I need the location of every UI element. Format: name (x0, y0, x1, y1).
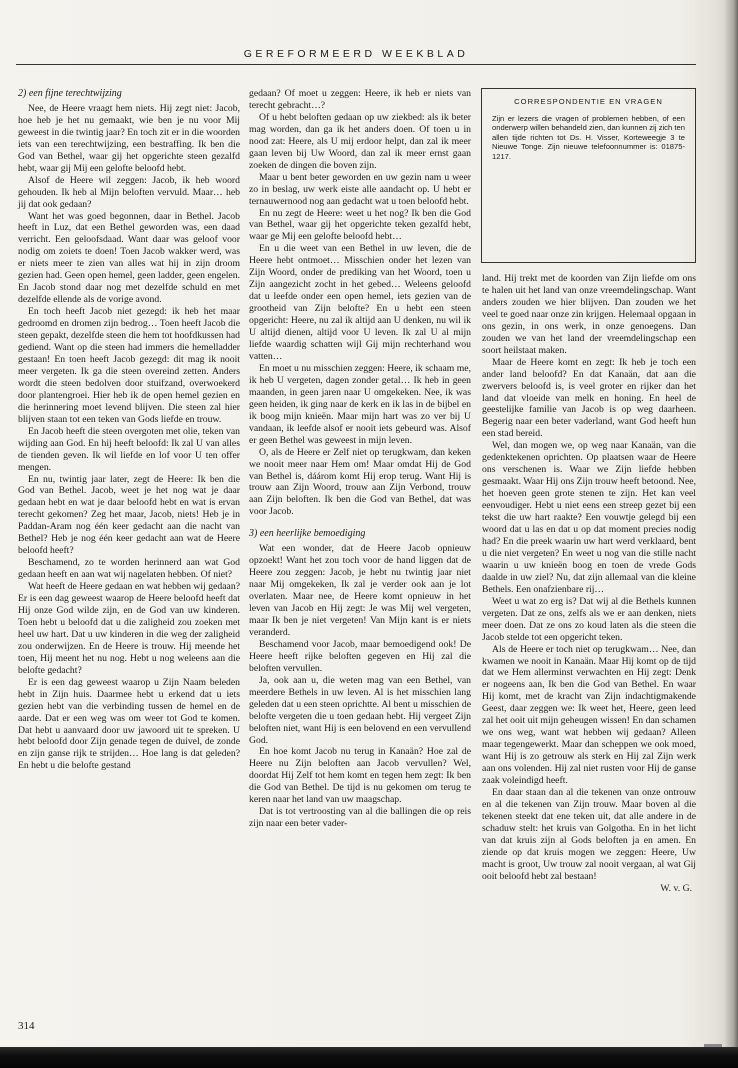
column-1 (18, 88, 240, 772)
paragraph: En moet u nu misschien zeggen: Heere, ik schaam me, ik heb U vergeten, dagen zonder getal… Ik heb in geen maanden, in geen jaren naar U omgekeken. Nee, ik was geen heiden, ik ging naar de kerk en ik las in de bijbel en ik boog mijn knieën. Maar mijn hart was zo ver bij U vandaan, ik leefde alsof er nooit iets gebeurd was. Alsof er geen Bethel was geweest in mijn leven. (249, 362, 471, 446)
paragraph: En hoe komt Jacob nu terug in Kanaän? Hoe zal de Heere nu Zijn beloften aan Jacob vervullen? Wel, doordat Hij Zelf tot hem komt en tegen hem zegt: Ik ben die God van Bethel. De tijd is nu gekomen om terug te keren naar het land van uw maagschap. (249, 746, 471, 806)
paragraph: gedaan? Of moet u zeggen: Heere, ik heb er niets van terecht gebracht…? (249, 88, 471, 111)
page-number: 314 (18, 1020, 35, 1032)
paragraph: O, als de Heere er Zelf niet op terugkwam, dan keken we nooit meer naar Hem om! Maar omdat Hij de God van Bethel is, dáárom komt Hij erop terug. Want Hij is trouw aan Zijn Woord, trouw aan Zijn Verbond, trouw aan Zijn beloften. Ik ben die God van Bethel, dat was voor Jacob. (249, 446, 471, 518)
section-title-2: 2) een fijne terechtwijzing (18, 88, 122, 99)
paragraph: Dat is tot vertroosting van al die ballingen die op reis zijn naar een beter vader- (249, 806, 471, 830)
correspondence-body: Zijn er lezers die vragen of problemen hebben, of een onderwerp willen behandeld zien, dan kunnen zij zich ten allen tijde richten tot Ds. H. Visser, Korteweegje 3 te Nieuwe Tonge. Zijn nieuwe telefoonnummer is: 01875-1217. (492, 114, 685, 161)
column-2 (249, 88, 471, 830)
paragraph: Wat heeft de Heere gedaan en wat hebben wij gedaan? Er is een dag geweest waarop de Heere beloofd heeft dat Hij onze God wilde zijn, en de God van uw kinderen. Toen hebt u beloofd dat u die zaligheid zou zoeken met heel uw hart. Dat u uw kinderen in die weg der zaligheid zou onderwijzen. En de Heere is trouw. Hij meende het toen, Hij meent het nu nog. Hebt u nog weleens aan die belofte gedacht? (18, 581, 240, 676)
paragraph: Ja, ook aan u, die weten mag van een Bethel, van meerdere Bethels in uw leven. Al is het misschien lang geleden dat u een steen oprichtte. Al bent u misschien de belofte vergeten die u toen gedaan hebt. Hij vergeet Zijn beloften niet, want Hij is een belovend en een vervullend God. (249, 674, 471, 746)
paragraph: Als de Heere er toch niet op terugkwam… Nee, dan kwamen we nooit in Kanaän. Maar Hij komt op de tijd dat we Hem allerminst verwachten en Hij zegt: Denk er nogeens aan, Ik ben die God van Bethel. En waar Hij komt, met de kracht van Zijn indachtigmakende Geest, daar zeggen we: Ik weet het, Heere, geen leed zal het ooit uit mijn geheugen wissen! En dan schamen we ons weg, want wat hebben wij gedaan? Alleen maar tegengewerkt. Maar dan scheppen we ook moed, want Hij is zo getrouw als sterk en Hij zal Zijn werk aan ons volenden. Hij zal niet rusten voor Hij de ganse zaak voleindigd heeft. (482, 643, 696, 787)
paragraph: Beschamend, zo te worden herinnerd aan wat God gedaan heeft en aan wat wij nagelaten hebben. Of niet? (18, 557, 240, 581)
paragraph: Wel, dan mogen we, op weg naar Kanaän, van die gedenktekenen oprichten. Op plaatsen waar de Heere ons verschenen is. Waar we Zijn liefde hebben gesmaakt. Waar Hij ons Zijn trouw heeft betoond. Nee, het hoeven geen grote stenen te zijn. Het kan veel eenvoudiger. Hebt u niet eens een streep gezet bij een tekst die uw hart raakte? Een vouwtje gelegd bij een woord dat u las en dat u op dat moment precies nodig had? En die preek waarin uw hart werd verklaard, bent u die niet vergeten? En weet u nog van die stille nacht waarin u uw knieën boog en toen de vrede Gods daalde in uw ziel? Nu, dat zijn allemaal van die kleine Bethels. Een onafzienbare rij… (482, 440, 696, 595)
paragraph: Er is een dag geweest waarop u Zijn Naam beleden hebt in Zijn huis. Daarmee hebt u erkend dat u iets gezien hebt van die verbinding tussen de hemel en de aarde. Dat er een weg was om weer tot God te komen. Dat hebt u aanvaard door uw jawoord uit te spreken. U hebt beloofd door Zijn genade tegen de duivel, de zonde en zijn ganse rijk te strijden… Hoe lang is dat geleden? En hebt u die belofte gestand (18, 676, 240, 772)
paragraph: Maar u bent beter geworden en uw gezin nam u weer zo in beslag, uw werk eiste alle aandacht op. U hebt er ternauwernood nog aan gedacht wat u toen beloofd hebt. (249, 171, 471, 207)
section-title-3: 3) een heerlijke bemoediging (249, 528, 366, 540)
paragraph: Wat een wonder, dat de Heere Jacob opnieuw opzoekt! Want het zou toch voor de hand liggen dat de Heere zou zeggen: Jacob, je hebt nu twintig jaar niet naar Mij omgekeken, Ik zal je verder ook aan je lot overlaten. Maar nee, de Heere komt opnieuw in het leven van Jacob en Hij zegt: Je was Mij wel vergeten, maar Ik ben je niet vergeten! Van Mijn kant is er niets veranderd. (249, 543, 471, 638)
scan-bottom-bar (0, 1047, 738, 1068)
column-3 (482, 273, 696, 895)
header-rule (16, 64, 696, 65)
correspondence-title: CORRESPONDENTIE EN VRAGEN (514, 97, 663, 106)
paragraph: En nu, twintig jaar later, zegt de Heere: Ik ben die God van Bethel. Jacob, weet je het nog wat je daar gedaan hebt en wat je daar beloofd hebt en wat is ervan terecht gekomen? Zeg het maar, Jacob, niets! Heb je in Paddan-Aram nog één keer gedacht aan die nacht van Bethel? Heb je nog één keer gedacht aan wat de Heere beloofd heeft? (18, 473, 240, 557)
paragraph: En Jacob heeft die steen overgoten met olie, teken van wijding aan God. En hij heeft beloofd: Ik zal U van alles de tienden geven. Ik wil liefde en lof voor U ten offer mengen. (18, 425, 240, 473)
correspondence-box (481, 88, 696, 263)
paragraph: land. Hij trekt met de koorden van Zijn liefde om ons te halen uit het land van onze vreemdelingschap. Want anders zouden we hier blijven. Dan zouden we het veel te goed naar onze zin krijgen. Helemaal opgaan in ons gezin, in ons werk, in onze genoegens. Dan zouden we van het land der vreemdelingschap een soort heilstaat maken. (482, 273, 696, 356)
paragraph: Of u hebt beloften gedaan op uw ziekbed: als ik beter mag worden, dan ga ik het anders doen. Of toen u in nood zat: Heere, als U mij erdoor helpt, dan zal ik meer gaan leven bij Uw Woord, dan zal ik meer ernst gaan zoeken de dingen die boven zijn. (249, 111, 471, 171)
paragraph: Nee, de Heere vraagt hem niets. Hij zegt niet: Jacob, hoe heb je het nu gemaakt, wie ben je nu voor Mij geweest in die twintig jaar? En toch zit er in die woorden iets van een terechtwijzing, een bestraffing. Ik ben die God van Bethel, waar gij het opgerichte steen gezalfd hebt, waar gij Mij een gelofte beloofd hebt. (18, 102, 240, 174)
paragraph: Maar de Heere komt en zegt: Ik heb je toch een ander land beloofd? En dat Kanaän, dat aan die zwervers beloofd is, is veel groter en rijker dan het land dat vloeide van melk en honing. En heel de geestelijke familie van Jacob is op weg daarheen. Begerig naar een beter vaderland, want God heeft hun een stad bereid. (482, 356, 696, 440)
running-head: GEREFORMEERD WEEKBLAD (243, 48, 469, 60)
paragraph: Weet u wat zo erg is? Dat wij al die Bethels kunnen vergeten. Dat ze ons, zelfs als we er aan denken, niets meer doen. Dat ze ons zo koud laten als die steen die Jacob stelde tot een opgericht teken. (482, 595, 696, 643)
paragraph: Beschamend voor Jacob, maar bemoedigend ook! De Heere heeft rijke beloften gegeven en Hij zal die beloften vervullen. (249, 638, 471, 674)
author-signature: W. v. G. (660, 882, 692, 894)
paragraph: Alsof de Heere wil zeggen: Jacob, ik heb woord gehouden. Ik heb al Mijn beloften vervuld. Maar… heb jij dat ook gedaan? (18, 174, 240, 210)
paragraph: En toch heeft Jacob niet gezegd: ik heb het maar gedroomd en dromen zijn bedrog… Toen heeft Jacob die steen gepakt, dezelfde steen die hem tot hoofdkussen had gediend. Want op die steen had immers die hemelladder gestaan! En toen heeft Jacob gezegd: dit mag ik nooit meer vergeten. Ik ga die steen overeind zetten. Anders wordt die steen bedolven door stuifzand, overwoekerd door plantengroei. Hier heb ik de open hemel gezien en die herinnering moet levend blijven. Die steen zal hier blijven staan tot een teken van Gods liefde en trouw. (18, 306, 240, 425)
paragraph: En nu zegt de Heere: weet u het nog? Ik ben die God van Bethel, waar gij het opgerichte teken gezalfd hebt, waar ge Mij een gelofte beloofd hebt… (249, 207, 471, 243)
paragraph: Want het was goed begonnen, daar in Bethel. Jacob heeft in Luz, dat een Bethel geworden was, een daad verricht. Een geloofsdaad. Want daar was geloof voor nodig om zoiets te doen! Toen Jacob wakker werd, was er niets meer te zien van alles wat hij in zijn droom gezien had. Geen open hemel, geen ladder, geen engelen. En Jacob stond daar nog met dezelfde schuld en met dezelfde ellende als de vorige avond. (18, 210, 240, 306)
paragraph: En u die weet van een Bethel in uw leven, die de Heere hebt ontmoet… Misschien onder het lezen van Zijn Woord, onder de prediking van het Woord, toen u Zijn aangezicht zocht in het gebed… Weleens geloofd dat u leefde onder een open hemel, iets gezien van de grootheid van Zijn belofte? En u hebt een steen opgericht: Heere, nu zal ik altijd aan U denken, nu wil ik U altijd dienen, altijd voor U leven. Ik zal U al mijn liefde waardig schatten wijl Gij mijn rechterhand wou vatten… (249, 243, 471, 362)
paragraph: En daar staan dan al die tekenen van onze ontrouw en al die tekenen van Zijn trouw. Maar boven al die tekenen steekt dat ene teken uit, dat alle andere in de schaduw stelt: het kruis van Golgotha. En in het licht van dat kruis zijn al Gods beloften ja en amen. En ziende op dat kruis mogen we zeggen: Heere, Uw macht is groot, Uw trouw zal nooit vergaan, al wat Gij ooit beloofd hebt zal bestaan! (482, 786, 696, 882)
page-edge-shadow (724, 0, 738, 1068)
